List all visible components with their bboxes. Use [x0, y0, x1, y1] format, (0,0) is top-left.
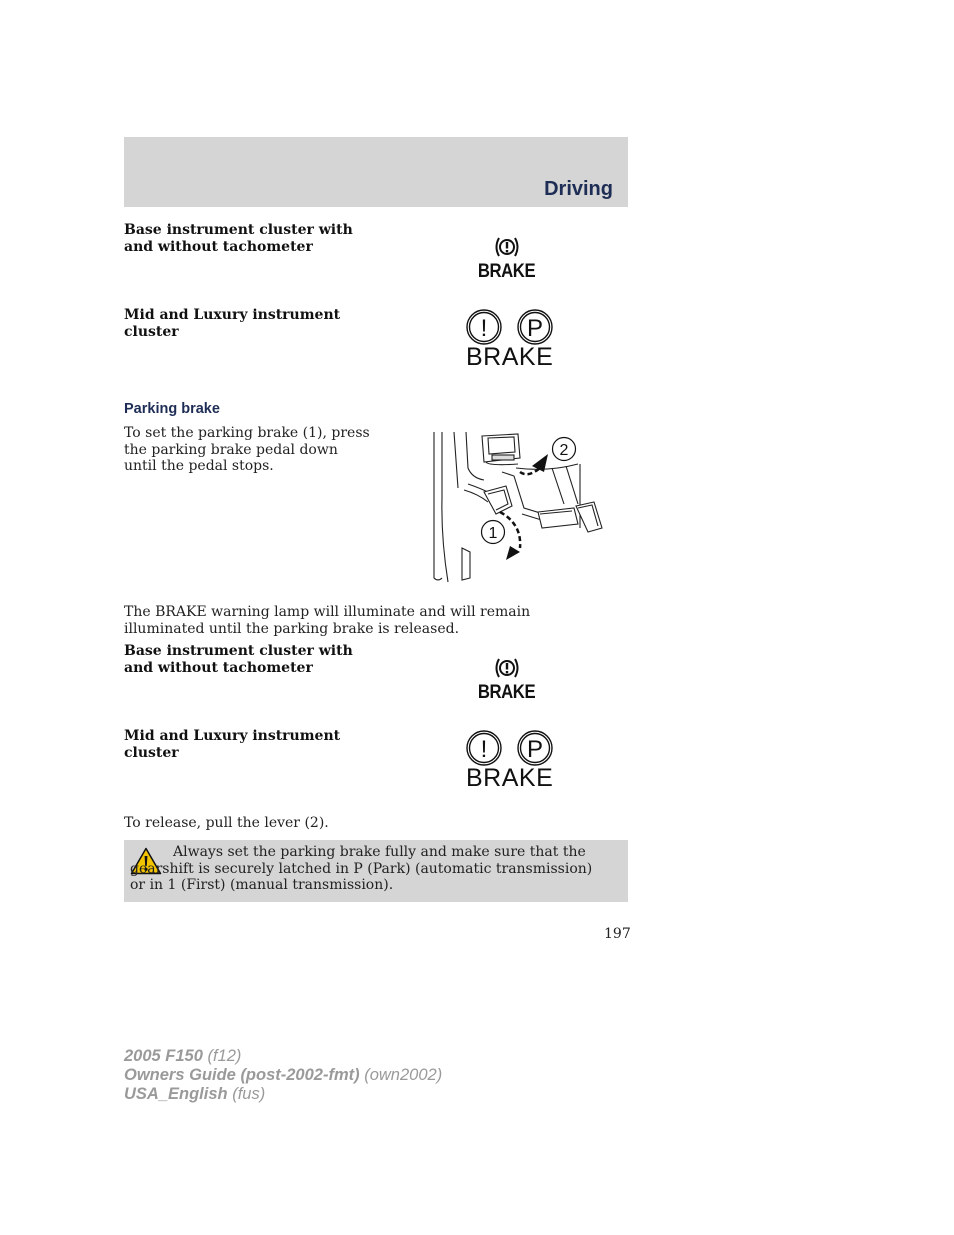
base-brake-warning-icon	[467, 236, 547, 286]
mid-brake-warning-icon-2	[462, 729, 558, 795]
base-cluster-label: Base instrument cluster with and without tachometer	[124, 222, 353, 255]
section-header	[124, 137, 628, 207]
release-instruction: To release, pull the lever (2).	[124, 815, 329, 831]
mid-brake-warning-icon	[462, 308, 558, 374]
base-cluster-label-2: Base instrument cluster with and without tachometer	[124, 643, 353, 676]
callout-2: 2	[559, 442, 569, 459]
exclamation-glyph: !	[480, 315, 488, 342]
brake-exclamation-park-icon	[462, 308, 558, 346]
page-number: 197	[604, 926, 631, 942]
park-glyph: P	[526, 315, 544, 342]
mid-cluster-label-2: Mid and Luxury instrument cluster	[124, 728, 341, 761]
brake-word: BRAKE	[478, 682, 536, 703]
document-footer: 2005 F150 (f12) Owners Guide (post-2002-fmt) (own2002) USA_English (fus)	[124, 1047, 443, 1103]
brake-lamp-note: The BRAKE warning lamp will illuminate and will remain illuminated until the parking brake is released.	[124, 604, 531, 637]
park-glyph: P	[526, 736, 544, 763]
parking-brake-pedal-illustration	[428, 428, 608, 586]
section-title-driving: Driving	[544, 178, 613, 200]
mid-cluster-label: Mid and Luxury instrument cluster	[124, 307, 341, 340]
callout-1: 1	[488, 525, 498, 542]
warning-text: Always set the parking brake fully and make sure that the gearshift is securely latched in P (Park) (automatic transmission) or in 1 (First) (manual transmission).	[130, 844, 593, 893]
warning-box	[124, 840, 628, 902]
brake-circle-exclamation-icon	[467, 657, 547, 679]
base-brake-warning-icon-2	[467, 657, 547, 707]
parking-brake-instruction: To set the parking brake (1), press the parking brake pedal down until the pedal stops.	[124, 425, 370, 474]
brake-circle-exclamation-icon	[467, 236, 547, 258]
brake-exclamation-park-icon	[462, 729, 558, 767]
exclamation-glyph: !	[480, 736, 488, 763]
parking-brake-heading: Parking brake	[124, 401, 220, 417]
brake-word: BRAKE	[466, 343, 554, 371]
brake-word: BRAKE	[478, 261, 536, 282]
brake-word: BRAKE	[466, 764, 554, 792]
